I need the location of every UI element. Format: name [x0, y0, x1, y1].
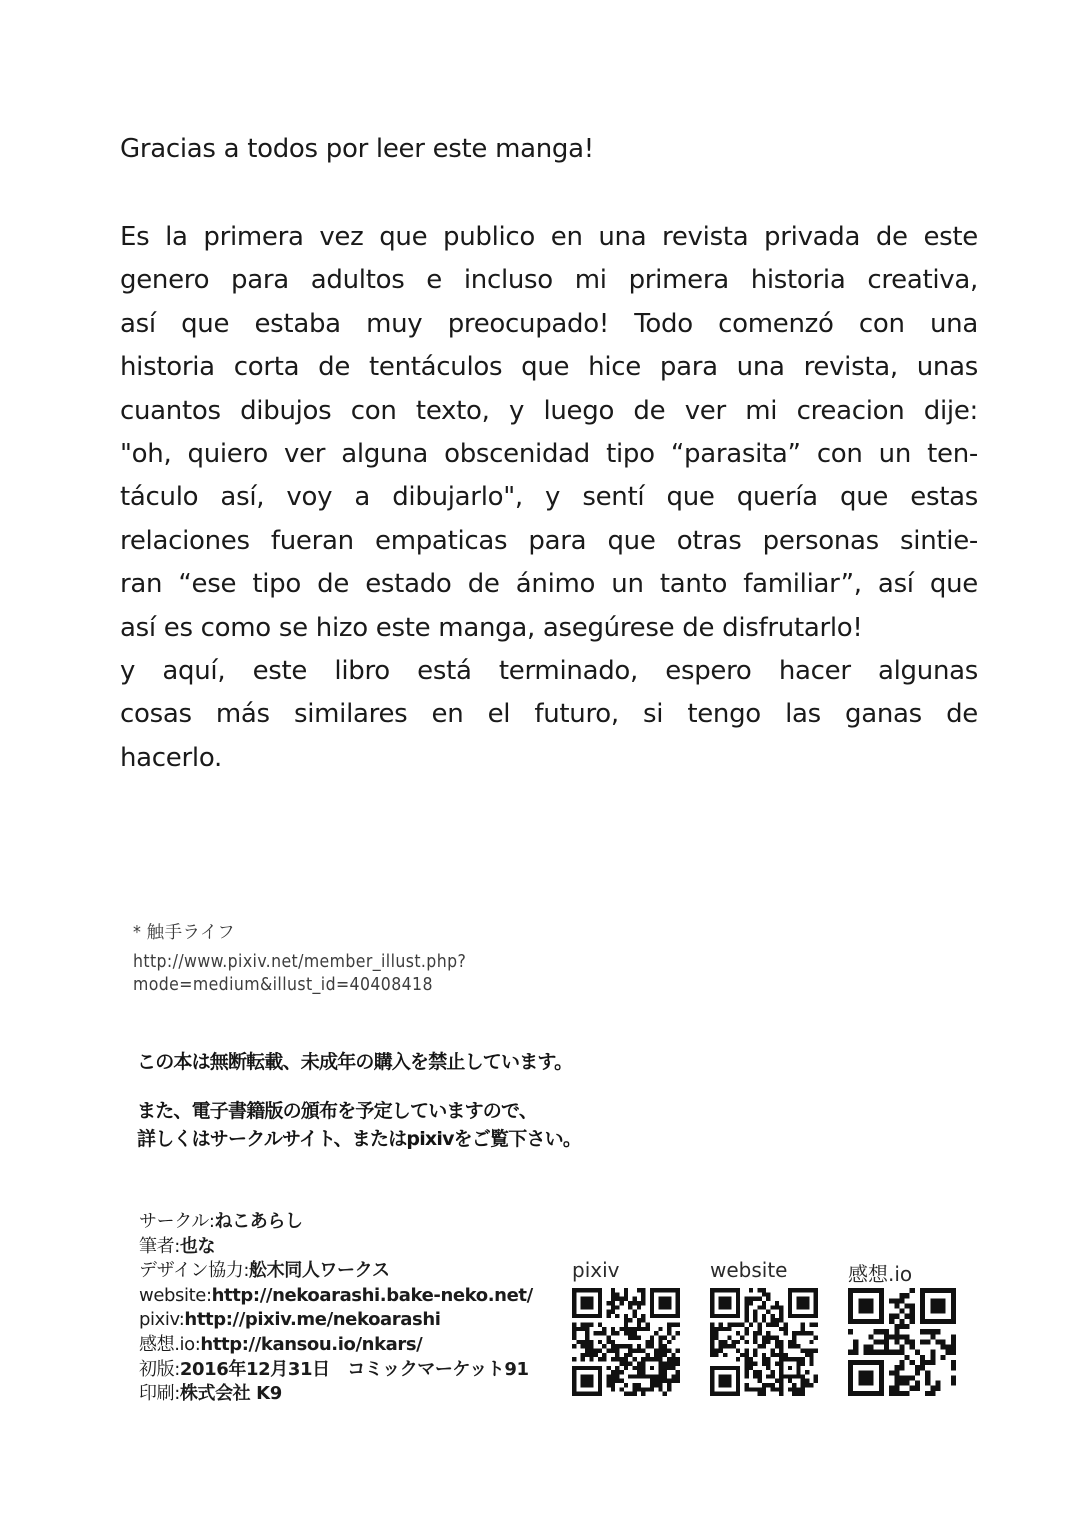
credit-row-pixiv: [139, 1308, 533, 1333]
body-line: y aquí, este libro está terminado, espero hacer algunas: [120, 656, 978, 687]
note-title: * 触手ライフ: [133, 923, 236, 943]
credit-value: http://kansou.io/nkars/: [200, 1333, 423, 1355]
credit-row-design: [139, 1259, 533, 1284]
qr-code-website-icon: [710, 1288, 818, 1396]
body-line: cosas más similares en el futuro, si tengo las ganas de: [120, 699, 978, 730]
qr-code-kansou-io-icon: [848, 1288, 956, 1396]
qr-label-pixiv: pixiv: [572, 1258, 620, 1282]
credit-value: 株式会社 K9: [179, 1383, 282, 1405]
credit-colon: :: [205, 1284, 212, 1306]
credit-value: http://nekoarashi.bake-neko.net/: [211, 1284, 533, 1306]
credit-colon: :: [243, 1260, 250, 1282]
notice-line: また、電子書籍版の頒布を予定していますので、: [137, 1100, 538, 1122]
qr-column-website: [710, 1258, 828, 1396]
credit-value: 2016年12月31日 コミックマーケット91: [179, 1358, 529, 1380]
notice-line: この本は無断転載、未成年の購入を禁止しています。: [137, 1051, 573, 1073]
credits-block: [139, 1210, 533, 1407]
credit-value: ねこあらし: [214, 1211, 303, 1232]
qr-label-website: website: [710, 1258, 788, 1282]
credit-colon: :: [178, 1309, 185, 1331]
credit-row-printing: [139, 1382, 533, 1407]
qr-column-pixiv: [572, 1258, 690, 1396]
credit-label: website: [139, 1284, 206, 1306]
body-line: ran “ese tipo de estado de ánimo un tanto familiar”, así que: [120, 569, 978, 600]
credit-row-website: [139, 1284, 533, 1309]
credit-colon: :: [174, 1358, 180, 1380]
source-note: [133, 922, 466, 998]
body-line: historia corta de tentáculos que hice para una revista, unas: [120, 352, 978, 383]
credit-value: http://pixiv.me/nekoarashi: [184, 1309, 441, 1331]
qr-column-kansou-io: [848, 1258, 966, 1396]
credit-colon: :: [174, 1235, 180, 1257]
body-line: Es la primera vez que publico en una revista privada de este: [120, 222, 978, 252]
body-line: "oh, quiero ver alguna obscenidad tipo “parasita” con un ten-: [120, 439, 978, 470]
credit-row-kansou: [139, 1333, 533, 1358]
credit-label: デザイン協力: [139, 1260, 244, 1282]
body-line: así que estaba muy preocupado! Todo comenzó con una: [120, 308, 978, 339]
notice-gap: [137, 1076, 581, 1097]
body-line: táculo así, voy a dibujarlo", y sentí que quería que estas: [120, 482, 978, 513]
notice-line: 詳しくはサークルサイト、またはpixivをご覧下さい。: [137, 1128, 582, 1150]
legal-notice: [137, 1048, 581, 1153]
credit-colon: :: [194, 1333, 201, 1355]
credit-label: 印刷: [139, 1383, 175, 1405]
credit-colon: :: [208, 1211, 215, 1232]
body-line: cuantos dibujos con texto, y luego de ver mi creacion dije:: [120, 395, 978, 426]
qr-code-pixiv-icon: [572, 1288, 680, 1396]
body-line: genero para adultos e incluso mi primera historia creativa,: [120, 265, 978, 296]
greeting-text: Gracias a todos por leer este manga!: [120, 134, 594, 164]
credit-label: 初版: [139, 1358, 175, 1380]
body-line: así es como se hizo este manga, asegúrese de disfrutarlo!: [120, 612, 863, 643]
credit-row-author: [139, 1235, 533, 1260]
credit-row-circle: [139, 1210, 533, 1235]
credit-label: 筆者: [139, 1235, 175, 1257]
credit-label: サークル: [139, 1211, 209, 1232]
credit-value: 舩木同人ワークス: [249, 1260, 390, 1282]
credit-label: pixiv: [139, 1309, 179, 1331]
credit-value: 也な: [179, 1235, 216, 1257]
credit-row-first-edition: [139, 1358, 533, 1383]
credit-label: 感想.io: [139, 1333, 195, 1355]
note-url-line1: http://www.pixiv.net/member_illust.php?: [133, 951, 467, 972]
credit-colon: :: [174, 1383, 180, 1405]
afterword-body: [120, 216, 978, 780]
note-url-line2: mode=medium&illust_id=40408418: [133, 975, 433, 995]
qr-label-kansou-io: 感想.io: [848, 1262, 913, 1286]
body-line: relaciones fueran empaticas para que otras personas sintie-: [120, 525, 978, 556]
body-line: hacerlo.: [120, 742, 222, 773]
